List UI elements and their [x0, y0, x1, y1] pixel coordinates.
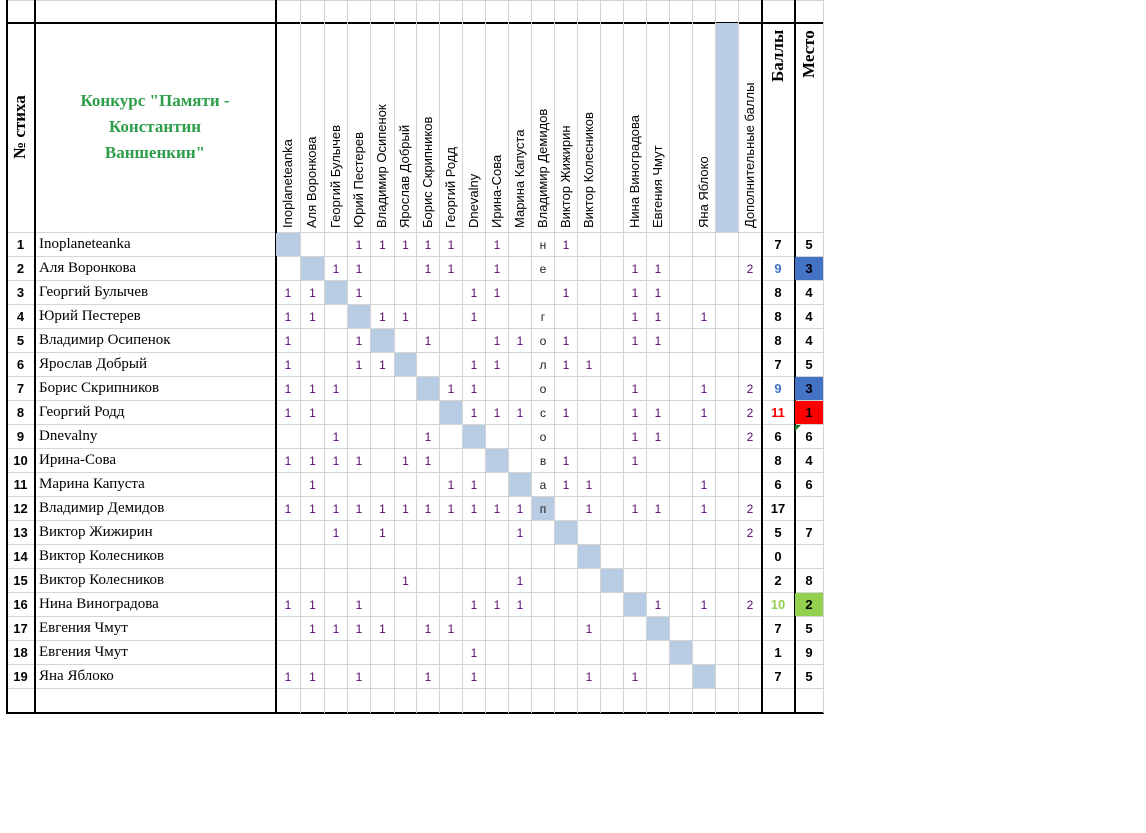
vote-mark: 1 — [470, 405, 478, 420]
vote-mark: 1 — [309, 669, 316, 684]
author-name: Владимир Осипенок — [39, 332, 171, 348]
vote-mark: 1 — [700, 597, 708, 612]
vote-mark: 1 — [355, 357, 363, 372]
place-value: 6 — [805, 477, 813, 492]
vote-mark: 1 — [424, 333, 432, 348]
total-score: 17 — [770, 501, 786, 516]
extra-points: 2 — [746, 405, 754, 420]
total-score: 10 — [770, 597, 786, 612]
vote-mark: 1 — [332, 525, 340, 540]
vote-mark: 1 — [402, 237, 409, 252]
extra-points: 2 — [746, 597, 754, 612]
vote-mark: 1 — [284, 285, 292, 300]
total-score: 5 — [774, 525, 782, 540]
vote-mark: 1 — [470, 669, 478, 684]
vote-mark: 1 — [284, 597, 292, 612]
judge-column-header: Борис Скрипников — [419, 116, 435, 228]
vote-mark: 1 — [284, 333, 292, 348]
total-score: 8 — [774, 333, 782, 348]
judge-column-header: Inoplaneteanka — [279, 139, 295, 228]
contest-title: Конкурс "Памяти - Константин Ваншенкин" — [80, 91, 230, 162]
place-value: 3 — [795, 377, 823, 400]
extra-points: 2 — [746, 429, 754, 444]
poem-number-header: № стиха — [10, 95, 29, 159]
judge-column-header: Георгий Родд — [442, 147, 458, 228]
vote-mark: 1 — [284, 453, 292, 468]
place-value: 7 — [805, 525, 813, 540]
place-value: 4 — [805, 333, 813, 348]
row-number: 14 — [13, 549, 28, 564]
total-score: 6 — [774, 429, 782, 444]
vote-mark: 1 — [402, 309, 409, 324]
vote-mark: 1 — [516, 405, 524, 420]
vote-mark: 1 — [631, 669, 639, 684]
total-score: 7 — [774, 357, 782, 372]
vote-mark: 1 — [332, 501, 340, 516]
total-score: 1 — [774, 645, 782, 660]
letter-mark: л — [539, 357, 547, 372]
author-name: Inoplaneteanka — [39, 236, 131, 252]
letter-mark: г — [540, 309, 546, 324]
vote-mark: 1 — [631, 261, 639, 276]
vote-mark: 1 — [284, 405, 292, 420]
row-number: 2 — [16, 261, 25, 276]
letter-mark: п — [539, 501, 547, 516]
vote-mark: 1 — [700, 381, 708, 396]
vote-mark: 1 — [631, 501, 639, 516]
vote-mark: 1 — [379, 501, 386, 516]
place-header: Место — [798, 30, 818, 78]
author-name: Яна Яблоко — [39, 668, 114, 684]
row-number: 3 — [16, 285, 25, 300]
grid-line — [439, 0, 440, 713]
vote-mark: 1 — [562, 285, 570, 300]
vote-mark: 1 — [516, 597, 524, 612]
self-vote-cell — [463, 425, 485, 448]
author-name: Марина Капуста — [39, 476, 145, 492]
author-name: Евгения Чмут — [39, 620, 128, 636]
vote-mark: 1 — [631, 405, 639, 420]
vote-mark: 1 — [493, 405, 501, 420]
vote-mark: 1 — [309, 477, 316, 492]
vote-mark: 1 — [355, 669, 363, 684]
vote-mark: 1 — [447, 381, 455, 396]
vote-mark: 1 — [493, 285, 501, 300]
self-vote-cell — [509, 473, 531, 496]
vote-mark: 1 — [379, 357, 386, 372]
vote-mark: 1 — [631, 381, 639, 396]
self-vote-cell — [440, 401, 462, 424]
author-name: Ирина-Сова — [39, 452, 117, 468]
author-name: Борис Скрипников — [39, 380, 160, 396]
vote-mark: 1 — [654, 333, 662, 348]
judge-column-header: Марина Капуста — [511, 129, 527, 228]
row-number: 18 — [13, 645, 28, 660]
vote-mark: 1 — [379, 237, 386, 252]
extra-points: 2 — [746, 501, 754, 516]
vote-mark: 1 — [493, 357, 501, 372]
place-value: 9 — [805, 645, 813, 660]
vote-mark: 1 — [470, 645, 478, 660]
place-value: 5 — [805, 669, 813, 684]
row-number: 13 — [13, 525, 28, 540]
grid-line — [416, 0, 417, 713]
vote-mark: 1 — [355, 501, 363, 516]
vote-mark: 1 — [516, 333, 524, 348]
total-score: 7 — [774, 237, 782, 252]
total-score: 8 — [774, 453, 782, 468]
row-number: 10 — [13, 453, 28, 468]
vote-mark: 1 — [470, 357, 478, 372]
total-score: 11 — [771, 405, 785, 420]
vote-mark: 1 — [424, 237, 432, 252]
vote-mark: 1 — [355, 285, 363, 300]
row-number: 1 — [16, 237, 25, 252]
total-score: 8 — [774, 285, 782, 300]
total-score: 8 — [774, 309, 782, 324]
self-vote-cell — [417, 377, 439, 400]
total-score: 9 — [774, 261, 782, 276]
author-name: Георгий Родд — [39, 404, 125, 420]
vote-mark: 1 — [355, 237, 363, 252]
vote-mark: 1 — [654, 261, 662, 276]
total-score: 9 — [774, 381, 782, 396]
vote-mark: 1 — [309, 381, 316, 396]
author-name: Георгий Булычев — [39, 284, 149, 300]
self-vote-cell — [601, 569, 623, 592]
vote-mark: 1 — [332, 261, 340, 276]
vote-mark: 1 — [447, 261, 455, 276]
place-value: 5 — [805, 237, 813, 252]
vote-mark: 1 — [447, 621, 455, 636]
judge-column-header: Владимир Осипенок — [374, 104, 389, 228]
vote-mark: 1 — [355, 621, 363, 636]
vote-mark: 1 — [355, 261, 363, 276]
grid-line — [823, 0, 824, 713]
total-score: 7 — [774, 621, 782, 636]
vote-mark: 1 — [309, 309, 316, 324]
extra-points-header: Дополнительные баллы — [741, 82, 757, 228]
self-vote-cell — [348, 305, 370, 328]
vote-mark: 1 — [470, 285, 478, 300]
vote-mark: 1 — [379, 309, 386, 324]
row-number: 7 — [16, 381, 25, 396]
judge-column-header: Dnevalny — [465, 173, 481, 228]
author-name: Евгения Чмут — [39, 644, 128, 660]
judge-column-header: Ярослав Добрый — [397, 124, 412, 228]
row-number: 16 — [13, 597, 28, 612]
vote-mark: 1 — [470, 309, 478, 324]
vote-mark: 1 — [309, 597, 316, 612]
vote-mark: 1 — [309, 405, 316, 420]
letter-mark: а — [539, 477, 547, 492]
vote-mark: 1 — [654, 429, 662, 444]
place-value: 5 — [805, 357, 813, 372]
vote-mark: 1 — [562, 405, 570, 420]
row-number: 8 — [16, 405, 25, 420]
vote-mark: 1 — [284, 381, 292, 396]
judge-column-header: Нина Виноградова — [626, 114, 642, 228]
vote-mark: 1 — [562, 453, 570, 468]
row-number: 15 — [13, 573, 28, 588]
letter-mark: е — [539, 261, 547, 276]
place-value: 4 — [805, 309, 813, 324]
vote-mark: 1 — [631, 309, 639, 324]
grid-line — [6, 0, 824, 1]
vote-mark: 1 — [493, 333, 501, 348]
self-vote-cell — [578, 545, 600, 568]
self-vote-cell — [371, 329, 394, 352]
author-name: Виктор Жижирин — [39, 524, 153, 540]
total-score: 6 — [774, 477, 782, 492]
place-value: 4 — [805, 285, 813, 300]
vote-mark: 1 — [700, 405, 708, 420]
grid-line — [6, 688, 824, 689]
vote-mark: 1 — [309, 501, 316, 516]
self-vote-cell — [555, 521, 577, 544]
vote-mark: 1 — [284, 669, 292, 684]
letter-mark: в — [539, 453, 547, 468]
vote-mark: 1 — [562, 357, 570, 372]
vote-mark: 1 — [700, 309, 708, 324]
grid-line — [6, 712, 824, 714]
self-vote-cell — [624, 593, 646, 616]
vote-mark: 1 — [424, 621, 432, 636]
vote-mark: 1 — [516, 525, 524, 540]
judge-column-header: Виктор Жижирин — [557, 125, 573, 228]
self-vote-cell — [395, 353, 416, 376]
vote-mark: 1 — [332, 381, 340, 396]
vote-mark: 1 — [654, 285, 662, 300]
letter-mark: о — [539, 381, 547, 396]
vote-mark: 1 — [424, 669, 432, 684]
row-number: 9 — [16, 429, 25, 444]
vote-mark: 1 — [379, 525, 386, 540]
vote-mark: 1 — [402, 501, 409, 516]
vote-mark: 1 — [355, 597, 363, 612]
extra-points: 2 — [746, 525, 754, 540]
judge-column-header: Виктор Колесников — [580, 112, 596, 228]
self-vote-cell — [670, 641, 692, 664]
row-number: 4 — [16, 309, 25, 324]
vote-mark: 1 — [631, 429, 639, 444]
place-value: 2 — [795, 593, 823, 616]
vote-mark: 1 — [332, 453, 340, 468]
letter-mark: н — [539, 237, 547, 252]
author-name: Юрий Пестерев — [39, 308, 141, 324]
vote-mark: 1 — [700, 477, 708, 492]
vote-mark: 1 — [470, 597, 478, 612]
grid-line — [600, 0, 601, 713]
vote-mark: 1 — [631, 333, 639, 348]
vote-mark: 1 — [654, 501, 662, 516]
vote-mark: 1 — [284, 501, 292, 516]
vote-mark: 1 — [562, 237, 570, 252]
vote-mark: 1 — [470, 477, 478, 492]
author-name: Аля Воронкова — [39, 260, 137, 276]
vote-mark: 1 — [355, 333, 363, 348]
vote-mark: 1 — [402, 453, 409, 468]
total-score: 2 — [774, 573, 782, 588]
vote-mark: 1 — [654, 597, 662, 612]
row-number: 11 — [13, 477, 28, 492]
vote-mark: 1 — [332, 621, 340, 636]
vote-mark: 1 — [585, 669, 593, 684]
vote-mark: 1 — [493, 501, 501, 516]
author-name: Владимир Демидов — [39, 500, 165, 516]
vote-mark: 1 — [424, 501, 432, 516]
author-name: Dnevalny — [39, 428, 98, 444]
total-score: 0 — [774, 549, 782, 564]
judge-column-header: Георгий Булычев — [327, 124, 343, 228]
self-vote-cell — [693, 665, 715, 688]
row-number: 19 — [13, 669, 28, 684]
vote-mark: 1 — [585, 357, 593, 372]
points-header: Баллы — [767, 29, 787, 82]
vote-mark: 1 — [309, 621, 316, 636]
vote-mark: 1 — [631, 453, 639, 468]
author-name: Виктор Колесников — [39, 572, 165, 588]
vote-mark: 1 — [470, 501, 478, 516]
vote-mark: 1 — [424, 261, 432, 276]
extra-points: 2 — [746, 381, 754, 396]
self-vote-cell — [301, 257, 324, 280]
vote-mark: 1 — [493, 237, 501, 252]
vote-mark: 1 — [402, 573, 409, 588]
place-value: 5 — [805, 621, 813, 636]
vote-mark: 1 — [493, 597, 501, 612]
vote-mark: 1 — [447, 237, 455, 252]
place-value: 8 — [805, 573, 813, 588]
vote-mark: 1 — [516, 501, 524, 516]
total-score: 7 — [774, 669, 782, 684]
judge-column-header: Владимир Демидов — [534, 108, 550, 228]
vote-mark: 1 — [585, 477, 593, 492]
vote-mark: 1 — [284, 357, 292, 372]
vote-mark: 1 — [355, 453, 363, 468]
vote-mark: 1 — [654, 309, 662, 324]
self-vote-cell — [486, 449, 508, 472]
grid-line — [6, 22, 824, 24]
row-number: 17 — [13, 621, 28, 636]
place-value — [795, 497, 823, 520]
author-name: Нина Виноградова — [39, 596, 159, 612]
row-number: 12 — [13, 501, 28, 516]
self-vote-cell — [276, 233, 300, 256]
grid-line — [669, 0, 670, 713]
vote-mark: 1 — [631, 285, 639, 300]
letter-mark: о — [539, 429, 547, 444]
letter-mark: с — [540, 405, 546, 420]
judge-column-header: Аля Воронкова — [304, 136, 319, 228]
self-vote-cell — [647, 617, 669, 640]
judge-column-header: Юрий Пестерев — [350, 132, 366, 228]
place-value: 4 — [805, 453, 813, 468]
vote-mark: 1 — [654, 405, 662, 420]
author-name: Ярослав Добрый — [39, 356, 147, 372]
place-value: 6 — [805, 429, 813, 444]
vote-mark: 1 — [332, 429, 340, 444]
place-value — [795, 545, 823, 568]
vote-mark: 1 — [447, 501, 455, 516]
grid-line — [324, 0, 325, 713]
vote-mark: 1 — [447, 477, 455, 492]
judge-column-header: Евгения Чмут — [649, 145, 665, 228]
vote-mark: 1 — [284, 309, 292, 324]
vote-mark: 1 — [470, 381, 478, 396]
vote-mark: 1 — [585, 501, 593, 516]
judge-column-header: Ирина-Сова — [488, 154, 504, 228]
vote-mark: 1 — [562, 333, 570, 348]
vote-mark: 1 — [562, 477, 570, 492]
row-number: 6 — [16, 357, 25, 372]
vote-mark: 1 — [309, 453, 316, 468]
comment-marker — [795, 425, 801, 431]
vote-mark: 1 — [309, 285, 316, 300]
author-name: Виктор Колесников — [39, 548, 165, 564]
vote-mark: 1 — [424, 453, 432, 468]
row-number: 5 — [16, 333, 25, 348]
place-value: 3 — [795, 257, 823, 280]
letter-mark: о — [539, 333, 547, 348]
vote-mark: 1 — [379, 621, 386, 636]
self-vote-cell — [325, 281, 347, 304]
vote-mark: 1 — [516, 573, 524, 588]
extra-points: 2 — [746, 261, 754, 276]
place-value: 1 — [795, 401, 823, 424]
vote-mark: 1 — [424, 429, 432, 444]
vote-mark: 1 — [493, 261, 501, 276]
vote-mark: 1 — [585, 621, 593, 636]
header-highlight-cell — [716, 23, 738, 232]
vote-mark: 1 — [700, 501, 708, 516]
judge-column-header: Яна Яблоко — [695, 156, 711, 228]
